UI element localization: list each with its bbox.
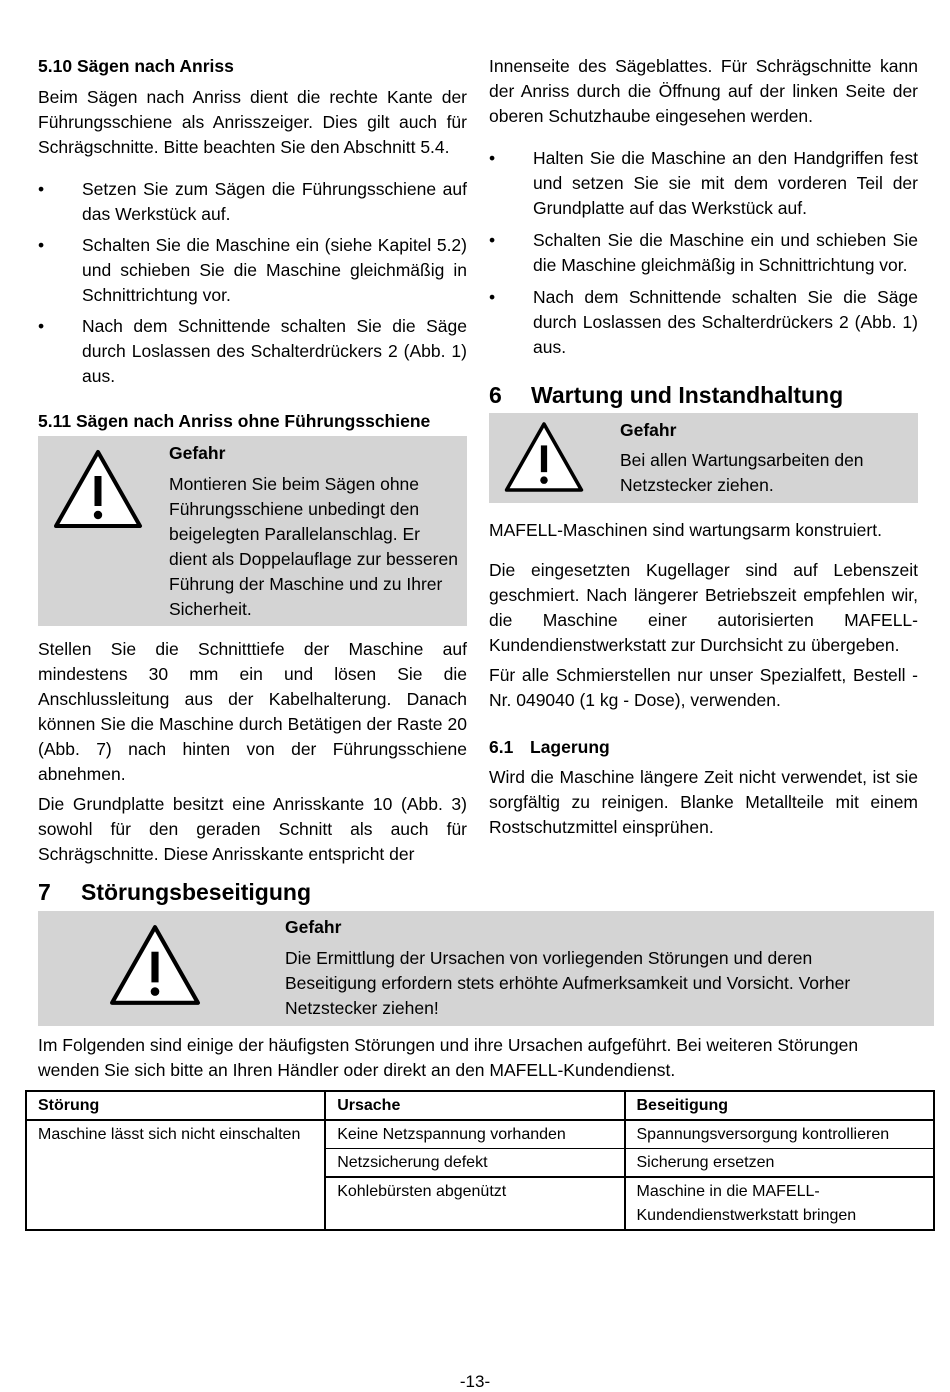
table-row: [26, 1120, 934, 1149]
left-column: [38, 54, 467, 867]
warning-text: Bei allen Wartungsarbeiten den Netzstecker ziehen.: [620, 450, 864, 495]
section-title: Sägen nach Anriss: [76, 56, 234, 76]
section-number: 7: [38, 879, 51, 905]
warning-title: Gefahr: [620, 420, 677, 440]
bullet-icon: •: [38, 179, 45, 199]
section-number: 6: [489, 382, 502, 408]
section-title: Wartung und Instandhaltung: [531, 382, 844, 408]
bullet-icon: •: [38, 235, 45, 255]
section-number: 5.10: [38, 56, 73, 76]
table-cell: Maschine lässt sich nicht einschalten: [26, 1120, 325, 1230]
paragraph: Im Folgenden sind einige der häufigsten Störungen und ihre Ursachen aufgeführt. Bei weiteren Störungen wenden Sie sich bitte an Ihren Händler oder direkt an den MAFELL-Kundendienst.: [38, 1035, 859, 1080]
warning-box: [489, 413, 918, 503]
paragraph: Stellen Sie die Schnitttiefe der Maschine auf mindestens 30 mm ein und lösen Sie die Anschlussleitung aus der Kabelhalterung. Danach können Sie die Maschine durch Betätigen der Raste 20 (Abb. 7) nach hinten von der Führungsschiene abnehmen.: [38, 639, 467, 784]
page-number: -13-: [459, 1372, 491, 1391]
warning-title: Gefahr: [169, 443, 226, 463]
warning-triangle-icon: [108, 923, 202, 1007]
paragraph: Innenseite des Sägeblattes. Für Schrägschnitte kann der Anriss durch die Öffnung auf der linken Seite der oberen Schutzhaube eingesehen werden.: [489, 56, 918, 126]
right-column: [489, 54, 918, 840]
table-cell: Maschine in die MAFELL-Kundendienstwerkstatt bringen: [625, 1177, 935, 1230]
section-title: Sägen nach Anriss ohne Führungsschiene: [75, 411, 431, 431]
bullet-icon: •: [489, 230, 496, 250]
warning-triangle-icon: [503, 420, 585, 494]
warning-box: [38, 436, 467, 626]
section-number: 6.1: [489, 737, 514, 757]
table-cell: Kohlebürsten abgenützt: [325, 1177, 624, 1230]
bullet-icon: •: [489, 148, 496, 168]
warning-triangle-icon: [52, 448, 144, 530]
table-cell: Netzsicherung defekt: [325, 1149, 624, 1178]
table-cell: Keine Netzspannung vorhanden: [325, 1120, 624, 1149]
section-heading-5-10: [38, 54, 467, 79]
warning-title: Gefahr: [285, 917, 342, 937]
list-item: • Nach dem Schnittende schalten Sie die Säge durch Loslassen des Schalterdrückers 2 (Abb. 1) aus.: [489, 287, 918, 357]
bullet-icon: •: [489, 287, 496, 307]
list-item: • Halten Sie die Maschine an den Handgriffen fest und setzen Sie sie mit dem vorderen Teil der Grundplatte auf das Werkstück auf.: [489, 148, 918, 218]
section-title: Lagerung: [530, 737, 610, 757]
bullet-icon: •: [38, 316, 45, 336]
section-heading-6-1: [489, 735, 918, 760]
table-cell: Sicherung ersetzen: [625, 1149, 935, 1178]
table-header-cell: Beseitigung: [625, 1091, 935, 1120]
paragraph: Für alle Schmierstellen nur unser Spezialfett, Bestell - Nr. 049040 (1 kg - Dose), verwenden.: [489, 665, 918, 710]
paragraph: Die eingesetzten Kugellager sind auf Lebenszeit geschmiert. Nach längerer Betriebszeit empfehlen wir, die Maschine einer autorisierten MAFELL-Kundendienstwerkstatt zur Durchsicht zu übergeben.: [489, 560, 918, 655]
paragraph: Die Grundplatte besitzt eine Anrisskante 10 (Abb. 3) sowohl für den geraden Schnitt als auch für Schrägschnitte. Diese Anrisskante entspricht der: [38, 794, 467, 864]
paragraph: MAFELL-Maschinen sind wartungsarm konstruiert.: [489, 520, 882, 540]
section-title: Störungsbeseitigung: [81, 879, 311, 905]
warning-text: Die Ermittlung der Ursachen von vorliegenden Störungen und deren Beseitigung erfordern stets erhöhte Aufmerksamkeit und Vorsicht. Vorher Netzstecker ziehen!: [285, 948, 851, 1018]
warning-text: Montieren Sie beim Sägen ohne Führungsschiene unbedingt den beigelegten Parallelanschlag. Er dient als Doppelauflage zur besseren Führung der Maschine und zu Ihrer Sicherheit.: [169, 474, 458, 619]
section-heading-6: [489, 380, 918, 410]
list-item: • Schalten Sie die Maschine ein (siehe Kapitel 5.2) und schieben Sie die Maschine gleichmäßig in Schnittrichtung vor.: [38, 235, 467, 305]
list-item: • Schalten Sie die Maschine ein und schieben Sie die Maschine gleichmäßig in Schnittrichtung vor.: [489, 230, 918, 275]
paragraph: Beim Sägen nach Anriss dient die rechte Kante der Führungsschiene als Anrisszeiger. Dies gilt auch für Schrägschnitte. Bitte beachten Sie den Abschnitt 5.4.: [38, 87, 467, 157]
section-heading-7: [38, 877, 311, 907]
table-header-cell: Ursache: [325, 1091, 624, 1120]
section-number: 5.11: [38, 411, 72, 431]
table-header-cell: Störung: [26, 1091, 325, 1120]
list-item: • Setzen Sie zum Sägen die Führungsschiene auf das Werkstück auf.: [38, 179, 467, 224]
table-header-row: [26, 1091, 934, 1120]
list-item: • Nach dem Schnittende schalten Sie die Säge durch Loslassen des Schalterdrückers 2 (Abb. 1) aus.: [38, 316, 467, 386]
troubleshooting-table: [25, 1090, 935, 1231]
paragraph: Wird die Maschine längere Zeit nicht verwendet, ist sie sorgfältig zu reinigen. Blanke Metallteile mit einem Rostschutzmittel einsprühen.: [489, 767, 918, 837]
table-cell: Spannungsversorgung kontrollieren: [625, 1120, 935, 1149]
bullet-list: [489, 146, 918, 360]
section-heading-5-11: [38, 409, 467, 434]
warning-box: [38, 911, 934, 1026]
bullet-list: [38, 177, 467, 389]
